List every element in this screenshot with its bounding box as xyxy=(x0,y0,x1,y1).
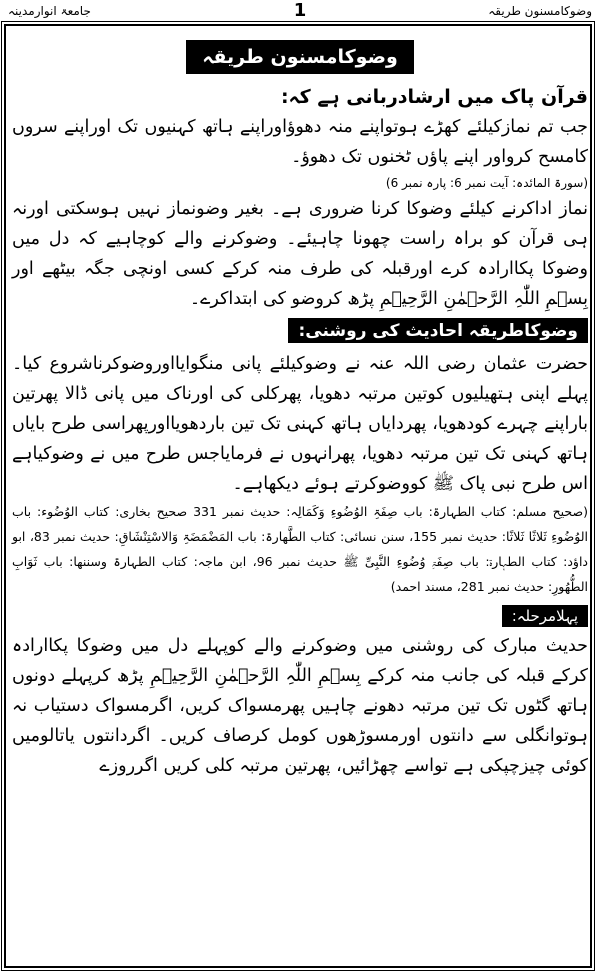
header-document-title: وضوکامسنون طریقہ xyxy=(488,4,592,18)
paragraph-step-one: حدیث مبارک کی روشنی میں وضوکرنے والے کوپہلے دل میں وضوکا پکاارادہ کرکے قبلہ کی جانب منہ کرکے بِسۡمِ اللّٰہِ الرَّحۡمٰنِ الرَّحِیۡمِ پڑھ کرپہلے دونوں ہاتھ گٹوں تک تین مرتبہ دھونے چاہیں پھرمسواک کریں، اگرمسواک دستیاب نہ ہوتوانگلی سے دانتوں اورمسوڑھوں کومل کرصاف کریں۔ اگردانتوں یاتالومیں کوئی چیزچپکی ہے تواسے چھڑائیں، پھرتین مرتبہ کلی کریں اگرروزے xyxy=(12,636,588,776)
section-heading-hadith xyxy=(12,314,588,349)
header-institution-name: جامعۃ انوارمدینہ xyxy=(8,4,91,18)
page-number: 1 xyxy=(293,0,307,21)
document-body xyxy=(12,30,588,781)
page-title: وضوکامسنون طریقہ xyxy=(186,40,414,74)
verse-text: جب تم نمازکیلئے کھڑے ہوتواپنے منہ دھوؤاوراپنے ہاتھ کہنیوں تک اوراپنے سروں کامسح کرواور اپنے پاؤں ٹخنوں تک دھوؤ۔ xyxy=(12,117,588,167)
verse-reference: (سورۃ المائدہ: آیت نمبر 6: پارہ نمبر 6) xyxy=(385,176,588,190)
title-block xyxy=(12,40,588,80)
intro-line: قرآن پاک میں ارشادربانی ہے کہ: xyxy=(280,86,588,108)
paragraph-hadith: حضرت عثمان رضی اللہ عنہ نے وضوکیلئے پانی منگوایااوروضوکرناشروع کیا۔ پہلے اپنی ہتھیلیوں کوتین مرتبہ دھویا، پھرکلی کی اورناک میں پانی ڈالا پھرتین باراپنے چہرے کودھویا، پھردایاں ہاتھ کہنی تک تین باردھویااورپھراسی طرح بایاں ہاتھ کہنی تک تین مرتبہ دھویا، پھرانہوں نے فرمایاجس طرح میں نے وضوکیاہے اس طرح نبی پاک ﷺ کووضوکرتے ہوئے دیکھاہے۔ xyxy=(12,354,588,494)
hadith-references: (صحیح مسلم: کتاب الطہارۃ: باب صِفَۃِ الوُضُوءِ وَکَمَالِہ: حدیث نمبر 331 صحیح بخاری: کتاب الوُضُوء: باب الوُضُوءِ ثَلاثًا ثَلاثًا: حدیث نمبر 155، سنن نسائی: کتاب الطَّھارۃ: باب المَضْمَضَۃِ وَالاسْتِنْشَاقِ: حدیث نمبر 83، ابو داؤد: کتاب الطہارۃ: باب صِفَۃِ وُضُوءِ النَّبِیِّ ﷺ حدیث نمبر 96، ابن ماجہ: کتاب الطہارۃ وسننھا: باب ثَوَابِ الطُّھُورِ: حدیث نمبر 281، مسند احمد) xyxy=(12,504,588,594)
section-heading-step-one xyxy=(12,599,588,631)
section-label-step-one: پہلامرحلہ: xyxy=(502,605,588,627)
section-label-hadith: وضوکاطریقہ احادیث کی روشنی: xyxy=(288,318,588,343)
page-header xyxy=(0,0,600,22)
paragraph-intro: نماز اداکرنے کیلئے وضوکا کرنا ضروری ہے۔ بغیر وضونماز نہیں ہوسکتی اورنہ ہی قرآن کو براہ راست چھونا چاہیئے۔ وضوکرنے والے کوچاہیے کہ دل میں وضوکا پکاارادہ کرے اورقبلہ کی طرف منہ کرکے کسی اونچی جگہ بیٹھے اور بِسۡمِ اللّٰہِ الرَّحۡمٰنِ الرَّحِیۡمِ پڑھ کروضو کی ابتداکرے۔ xyxy=(12,199,588,309)
